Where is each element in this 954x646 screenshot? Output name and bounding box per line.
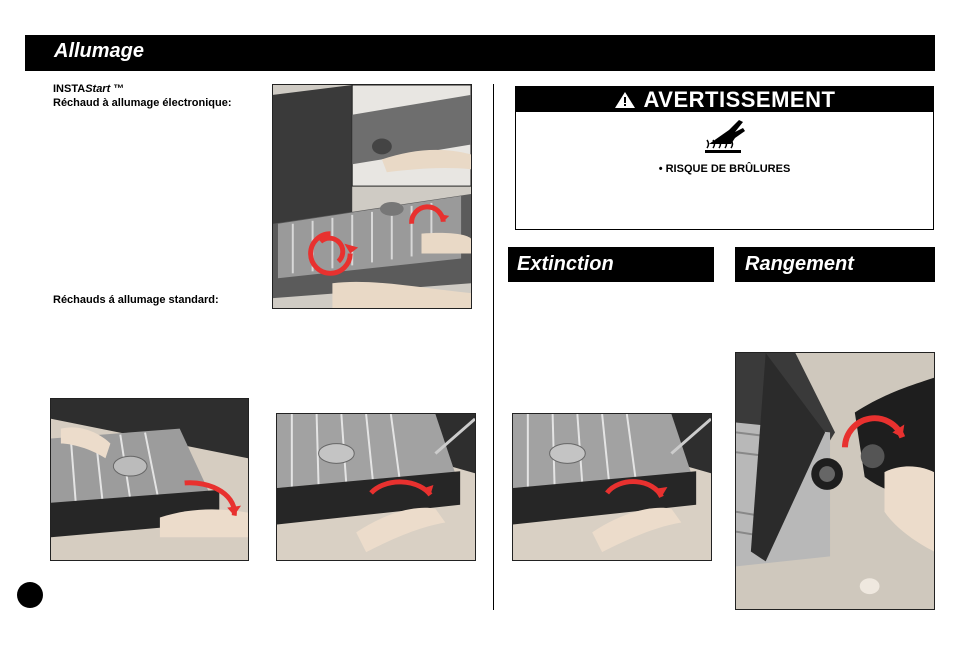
warning-item: • RISQUE DE BRÛLURES (658, 163, 791, 175)
section-header-rangement (735, 247, 935, 282)
insta-italic: Start (85, 83, 111, 95)
warning-box (515, 86, 934, 230)
burn-hazard-icon (703, 118, 747, 158)
warning-header (516, 87, 933, 112)
instastart-label (53, 82, 232, 110)
warning-triangle-icon (614, 89, 636, 114)
photo-standard-ignition-1 (50, 398, 249, 561)
electronic-ignition-label: Réchaud à allumage électronique: (53, 97, 232, 109)
photo-electronic-ignition (272, 84, 472, 309)
warning-title: AVERTISSEMENT (643, 87, 836, 112)
page-marker (17, 582, 43, 608)
section-title-extinction: Extinction (517, 253, 614, 275)
section-header-extinction (508, 247, 714, 282)
column-divider (493, 84, 494, 610)
photo-rangement (735, 352, 935, 610)
section-header-allumage (25, 35, 935, 71)
standard-ignition-label: Réchauds á allumage standard: (53, 294, 219, 306)
insta-prefix: INSTA (53, 83, 86, 95)
photo-extinction (512, 413, 712, 561)
section-title-allumage: Allumage (54, 40, 145, 62)
section-title-rangement: Rangement (745, 253, 854, 275)
insta-suffix: ™ (110, 83, 125, 95)
photo-standard-ignition-2 (276, 413, 476, 561)
